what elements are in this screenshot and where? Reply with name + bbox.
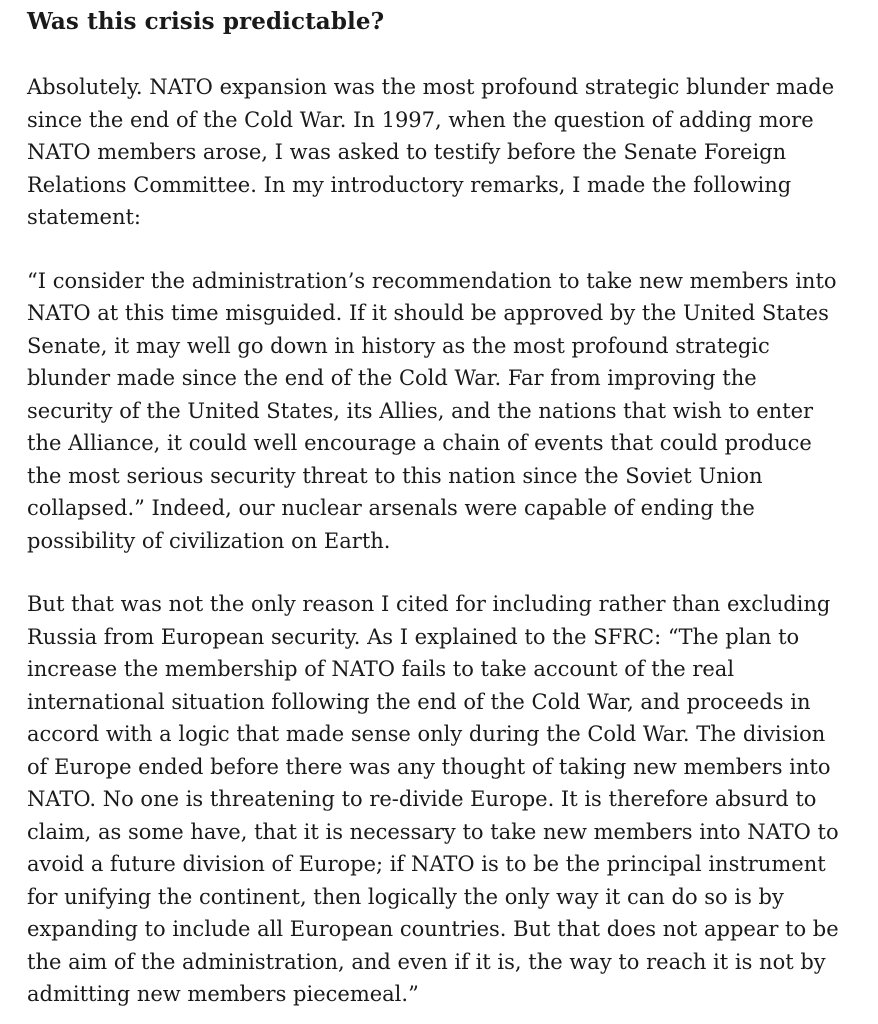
section-heading: Was this crisis predictable? — [27, 8, 385, 35]
paragraph-sfrc-quote: But that was not the only reason I cited for including rather than excluding Russia from European security. As I explained to the SFRC: “The plan to increase the membership of NATO fails to take account of the real international situation following the end of the Cold War, and proceeds in accord with a logic that made sense only during the Cold War. The division of Europe ended before there was any thought of taking new members into NATO. No one is threatening to re-divide Europe. It is therefore absurd to claim, as some have, that it is necessary to take new members into NATO to avoid a future division of Europe; if NATO is to be the principal instrument for unifying the continent, then logically the only way it can do so is by expanding to include all European countries. But that does not appear to be the aim of the administration, and even if it is, the way to reach it is not by admitting new members piecemeal.” — [27, 592, 839, 1006]
paragraph-senate-quote: “I consider the administration’s recommendation to take new members into NATO at this time misguided. If it should be approved by the United States Senate, it may well go down in history as the most profound strategic blunder made since the end of the Cold War. Far from improving the security of the United States, its Allies, and the nations that wish to enter the Alliance, it could well encourage a chain of events that could produce the most serious security threat to this nation since the Soviet Union collapsed.” Indeed, our nuclear arsenals were capable of ending the possibility of civilization on Earth. — [27, 268, 837, 553]
paragraph-intro: Absolutely. NATO expansion was the most profound strategic blunder made since the end of the Cold War. In 1997, when the question of adding more NATO members arose, I was asked to testify before the Senate Foreign Relations Committee. In my introductory remarks, I made the following statement: — [27, 75, 835, 229]
